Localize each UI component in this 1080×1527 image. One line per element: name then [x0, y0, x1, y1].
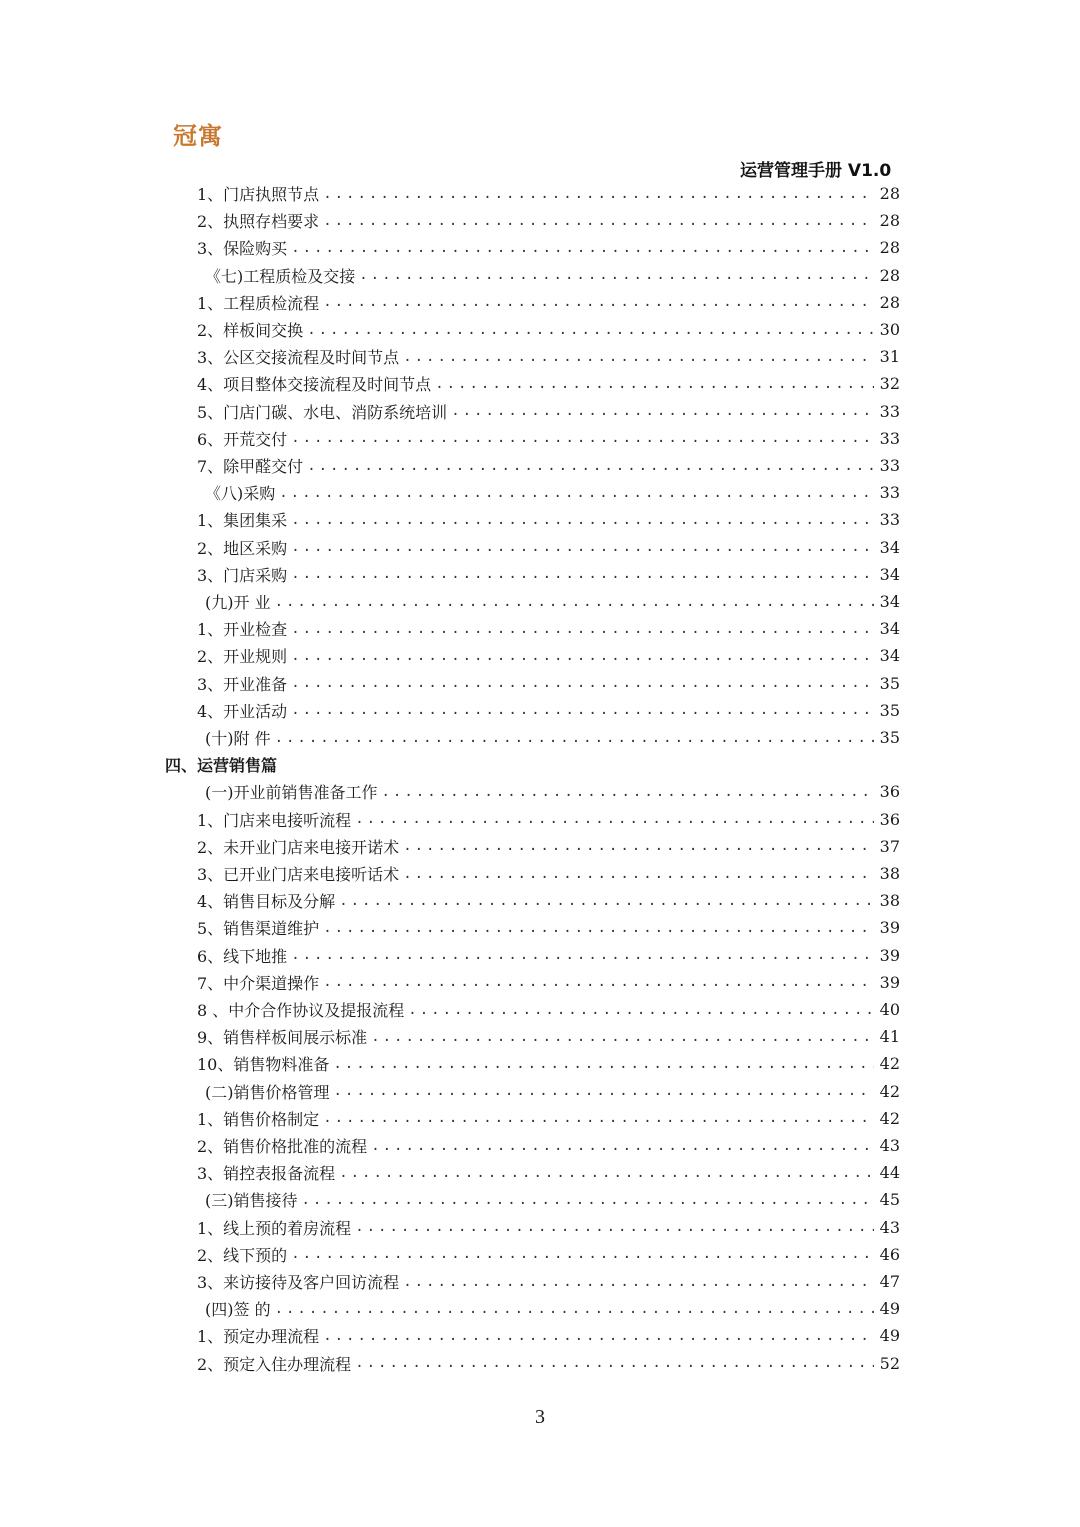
- toc-leader-dots: [323, 1328, 873, 1344]
- toc-entry-page: 34: [879, 619, 900, 639]
- toc-leader-dots: [371, 1138, 873, 1154]
- toc-entry-label: (二)销售价格管理: [205, 1082, 330, 1102]
- toc-leader-dots: [334, 1083, 874, 1099]
- toc-entry[interactable]: [197, 1050, 900, 1077]
- toc-entry-label: 四、运营销售篇: [165, 756, 278, 776]
- toc-entry-page: 28: [879, 292, 900, 312]
- toc-entry[interactable]: [197, 942, 900, 969]
- toc-entry-page: 33: [879, 456, 900, 475]
- toc-entry[interactable]: [197, 1350, 900, 1377]
- toc-entry-label: 6、线下地推: [197, 946, 288, 966]
- toc-entry-label: 2、样板间交换: [197, 321, 304, 340]
- toc-entry-page: 34: [879, 592, 900, 611]
- toc-entry-page: 36: [879, 782, 900, 802]
- toc-entry[interactable]: [197, 697, 900, 724]
- toc-entry-page: 49: [879, 1299, 900, 1319]
- toc-entry-page: 38: [879, 864, 900, 883]
- toc-entry-label: 2、销售价格批准的流程: [197, 1137, 368, 1156]
- toc-leader-dots: [291, 621, 873, 637]
- toc-leader-dots: [323, 974, 873, 990]
- toc-entry-page: 43: [879, 1217, 900, 1237]
- toc-entry[interactable]: [197, 1268, 900, 1295]
- toc-entry-page: 49: [879, 1326, 900, 1346]
- toc-entry-label: 1、门店执照节点: [197, 185, 320, 204]
- toc-entry[interactable]: [197, 615, 900, 642]
- toc-entry[interactable]: [205, 588, 900, 615]
- toc-leader-dots: [403, 866, 873, 882]
- toc-entry-page: 34: [879, 646, 900, 666]
- toc-entry-label: 2、执照存档要求: [197, 212, 320, 232]
- toc-entry-label: 《八)采购: [205, 484, 276, 504]
- toc-entry-label: 3、已开业门店来电接听话术: [197, 865, 400, 884]
- toc-entry-page: 47: [879, 1272, 900, 1291]
- toc-entry-label: 4、销售目标及分解: [197, 892, 336, 912]
- toc-entry-label: (十)附 件: [205, 729, 271, 748]
- toc-entry-page: 52: [879, 1353, 900, 1373]
- toc-entry[interactable]: [197, 425, 900, 452]
- toc-entry[interactable]: [205, 262, 900, 289]
- toc-entry[interactable]: [205, 1295, 900, 1322]
- toc-leader-dots: [355, 1219, 873, 1235]
- toc-entry-label: 7、中介渠道操作: [197, 973, 320, 993]
- toc-leader-dots: [307, 322, 873, 338]
- toc-entry[interactable]: [197, 1023, 900, 1050]
- toc-leader-dots: [291, 947, 873, 963]
- toc-leader-dots: [403, 1274, 873, 1290]
- toc-entry-page: 28: [879, 238, 900, 258]
- toc-entry-page: 43: [879, 1136, 900, 1155]
- toc-leader-dots: [333, 1056, 873, 1072]
- toc-entry-label: 2、预定入住办理流程: [197, 1354, 352, 1374]
- toc-entry-page: 39: [879, 945, 900, 965]
- toc-entry-page: 39: [879, 918, 900, 938]
- toc-entry-page: 34: [879, 564, 900, 584]
- toc-entry-page: 28: [879, 265, 900, 285]
- toc-entry[interactable]: [197, 561, 900, 588]
- toc-leader-dots: [323, 213, 873, 229]
- toc-entry-page: 33: [879, 510, 900, 530]
- toc-leader-dots: [291, 512, 873, 528]
- toc-entry-page: 28: [879, 184, 900, 203]
- toc-entry-page: 28: [879, 211, 900, 231]
- toc-entry-page: 34: [879, 537, 900, 557]
- toc-entry[interactable]: [197, 398, 900, 425]
- toc-entry[interactable]: [197, 806, 900, 833]
- toc-entry-page: 46: [879, 1244, 900, 1264]
- toc-entry[interactable]: [197, 289, 900, 316]
- toc-leader-dots: [323, 186, 873, 202]
- toc-entry-page: 33: [879, 483, 900, 503]
- toc-entry-label: 5、门店门碳、水电、消防系统培训: [197, 402, 448, 422]
- toc-leader-dots: [355, 1355, 873, 1371]
- toc-entry-label: (三)销售接待: [205, 1191, 298, 1211]
- toc-entry-page: 33: [879, 428, 900, 448]
- toc-entry-page: 36: [879, 809, 900, 829]
- toc-entry[interactable]: [205, 778, 900, 805]
- toc-entry-label: 2、线下预的: [197, 1245, 288, 1265]
- toc-entry-label: 2、未开业门店来电接开诺术: [197, 837, 400, 857]
- toc-entry[interactable]: [205, 1078, 900, 1105]
- toc-entry-label: 3、门店采购: [197, 565, 288, 585]
- toc-entry-label: 1、线上预的着房流程: [197, 1218, 352, 1238]
- toc-leader-dots: [291, 675, 873, 691]
- toc-entry-page: 32: [879, 374, 900, 394]
- toc-entry-page: 44: [879, 1163, 900, 1183]
- toc-entry-label: 5、销售渠道维护: [197, 919, 320, 939]
- toc-entry-label: 1、门店来电接听流程: [197, 810, 352, 830]
- toc-entry[interactable]: [197, 1159, 900, 1186]
- toc-leader-dots: [339, 893, 873, 909]
- toc-entry-label: 1、预定办理流程: [197, 1327, 320, 1347]
- toc-entry-label: 2、地区采购: [197, 538, 288, 558]
- toc-entry-page: 39: [879, 972, 900, 992]
- toc-entry[interactable]: [197, 833, 900, 860]
- toc-entry[interactable]: [197, 506, 900, 533]
- toc-leader-dots: [279, 485, 873, 501]
- toc-leader-dots: [451, 403, 873, 419]
- toc-entry[interactable]: [197, 452, 900, 479]
- toc-leader-dots: [403, 838, 873, 854]
- toc-entry[interactable]: [205, 1186, 900, 1213]
- toc-entry-label: 9、销售样板间展示标准: [197, 1028, 368, 1048]
- toc-leader-dots: [323, 1110, 873, 1126]
- toc-entry-label: 1、开业检查: [197, 620, 288, 640]
- toc-leader-dots: [403, 349, 873, 365]
- toc-entry-page: 35: [879, 673, 900, 693]
- toc-entry[interactable]: [197, 1132, 900, 1159]
- toc-leader-dots: [359, 267, 873, 283]
- toc-entry-page: 31: [879, 347, 900, 367]
- toc-entry[interactable]: [197, 969, 900, 996]
- toc-leader-dots: [291, 539, 873, 555]
- toc-leader-dots: [323, 294, 873, 310]
- toc-entry-page: 35: [879, 700, 900, 720]
- toc-entry-label: (九)开 业: [205, 593, 271, 612]
- toc-entry[interactable]: [197, 316, 900, 343]
- toc-entry[interactable]: [197, 670, 900, 697]
- toc-entry-label: 《七)工程质检及交接: [205, 266, 356, 286]
- toc-entry[interactable]: [197, 1105, 900, 1132]
- toc-entry[interactable]: [197, 180, 900, 207]
- toc-leader-dots: [291, 1246, 873, 1262]
- toc-entry-label: 3、开业准备: [197, 674, 288, 694]
- toc-entry[interactable]: [197, 887, 900, 914]
- toc-entry-page: 37: [879, 836, 900, 856]
- brand-logo-text: 冠寓: [173, 122, 223, 150]
- toc-entry-label: 2、开业规则: [197, 647, 288, 667]
- toc-entry-label: 4、项目整体交接流程及时间节点: [197, 375, 432, 395]
- toc-entry-label: 6、开荒交付: [197, 429, 288, 449]
- toc-entry[interactable]: [197, 343, 900, 370]
- toc-entry-label: 3、保险购买: [197, 239, 288, 259]
- toc-leader-dots: [291, 702, 873, 718]
- page-number: 3: [535, 1406, 545, 1428]
- toc-entry-label: 1、工程质检流程: [197, 293, 320, 313]
- toc-entry-label: 7、除甲醛交付: [197, 457, 304, 476]
- document-title: 运营管理手册 V1.0: [740, 161, 892, 181]
- toc-entry-page: 33: [879, 401, 900, 421]
- toc-entry-label: (一)开业前销售准备工作: [205, 783, 378, 803]
- toc-entry-label: 3、销控表报备流程: [197, 1164, 336, 1184]
- toc-leader-dots: [291, 566, 873, 582]
- toc-leader-dots: [302, 1192, 874, 1208]
- toc-entry-label: 3、公区交接流程及时间节点: [197, 348, 400, 368]
- toc-entry[interactable]: [197, 370, 900, 397]
- toc-entry-page: 42: [879, 1054, 900, 1074]
- toc-entry-page: 41: [879, 1027, 900, 1047]
- toc-leader-dots: [291, 430, 873, 446]
- toc-leader-dots: [307, 458, 873, 474]
- toc-entry-label: 1、销售价格制定: [197, 1109, 320, 1129]
- toc-entry[interactable]: [197, 860, 900, 887]
- toc-entry-page: 42: [879, 1108, 900, 1128]
- toc-entry-label: 4、开业活动: [197, 701, 288, 721]
- toc-leader-dots: [371, 1029, 873, 1045]
- toc-entry[interactable]: [197, 996, 900, 1023]
- toc-leader-dots: [382, 784, 874, 800]
- toc-leader-dots: [275, 594, 874, 610]
- toc-leader-dots: [291, 648, 873, 664]
- toc-entry[interactable]: [197, 1322, 900, 1349]
- toc-leader-dots: [275, 1301, 874, 1317]
- toc-entry-label: 8 、中介合作协议及提报流程: [197, 1001, 405, 1020]
- toc-entry-page: 45: [879, 1190, 900, 1210]
- toc-entry[interactable]: [197, 534, 900, 561]
- toc-section-heading[interactable]: [165, 751, 900, 778]
- toc-entry-label: (四)签 的: [205, 1300, 271, 1320]
- toc-leader-dots: [355, 811, 873, 827]
- toc-entry[interactable]: [205, 479, 900, 506]
- toc-leader-dots: [291, 240, 873, 256]
- toc-entry-label: 10、销售物料准备: [197, 1055, 330, 1075]
- toc-entry[interactable]: [197, 642, 900, 669]
- toc-entry-label: 1、集团集采: [197, 511, 288, 531]
- toc-leader-dots: [408, 1002, 873, 1018]
- toc-leader-dots: [275, 730, 874, 746]
- toc-leader-dots: [323, 920, 873, 936]
- toc-entry-page: 35: [879, 728, 900, 747]
- toc-entry[interactable]: [197, 234, 900, 261]
- toc-entry[interactable]: [205, 724, 900, 751]
- toc-entry-page: 40: [879, 1000, 900, 1019]
- toc-entry-page: 38: [879, 891, 900, 911]
- toc-leader-dots: [435, 376, 873, 392]
- toc-entry[interactable]: [197, 207, 900, 234]
- toc-entry-label: 3、来访接待及客户回访流程: [197, 1273, 400, 1292]
- toc-entry[interactable]: [197, 1241, 900, 1268]
- toc-entry-page: 42: [879, 1081, 900, 1101]
- toc-entry[interactable]: [197, 1214, 900, 1241]
- toc-leader-dots: [339, 1165, 873, 1181]
- toc-entry-page: 30: [879, 320, 900, 339]
- toc-entry[interactable]: [197, 914, 900, 941]
